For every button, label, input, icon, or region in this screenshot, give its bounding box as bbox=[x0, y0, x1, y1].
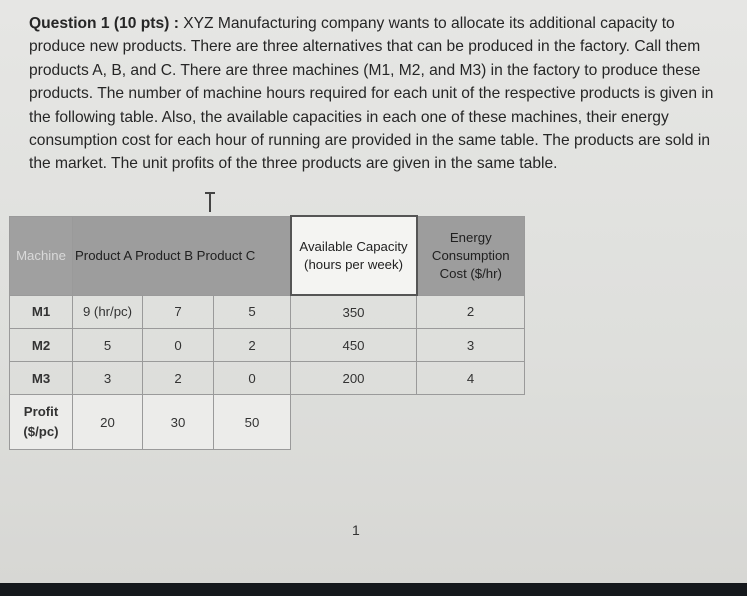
page-number: 1 bbox=[352, 522, 360, 538]
header-energy: Energy Consumption Cost ($/hr) bbox=[417, 216, 525, 295]
cell-product-c: 2 bbox=[214, 329, 291, 362]
cell-capacity: 450 bbox=[291, 329, 417, 362]
cell-profit-b: 30 bbox=[143, 395, 214, 450]
question-text bbox=[29, 12, 719, 176]
cell-energy: 3 bbox=[417, 329, 525, 362]
cell-machine: M2 bbox=[10, 329, 73, 362]
cell-product-c: 0 bbox=[214, 362, 291, 395]
question-body: XYZ Manufacturing company wants to allocate its additional capacity to produce new products. There are three alternatives that can be produced in the factory. Call them products A, B, and C. There are three machines (M1, M2, and M3) in the factory to produce these products. The number of machine hours required for each unit of the respective products is given in the following table. Also, the available capacities in each one of these machines, their energy consumption cost for each hour of running are provided in the same table. The products are sold in the market. The unit profits of the three products are given in the same table. bbox=[29, 15, 714, 173]
cell-energy: 4 bbox=[417, 362, 525, 395]
cell-product-b: 0 bbox=[143, 329, 214, 362]
table-header-row bbox=[10, 216, 525, 295]
cell-energy: 2 bbox=[417, 295, 525, 329]
cell-profit-label: Profit ($/pc) bbox=[10, 395, 73, 450]
cell-capacity: 200 bbox=[291, 362, 417, 395]
cell-machine: M1 bbox=[10, 295, 73, 329]
bottom-bar bbox=[0, 583, 747, 596]
machine-product-table bbox=[9, 215, 525, 450]
cell-blank bbox=[291, 395, 417, 450]
text-cursor-icon bbox=[205, 190, 215, 214]
header-products: Product A Product B Product C bbox=[73, 216, 291, 295]
cell-machine: M3 bbox=[10, 362, 73, 395]
table-row bbox=[10, 362, 525, 395]
table-row bbox=[10, 329, 525, 362]
cell-blank bbox=[417, 395, 525, 450]
header-machine: Machine bbox=[10, 216, 73, 295]
cell-profit-a: 20 bbox=[73, 395, 143, 450]
cell-product-a: 9 (hr/pc) bbox=[73, 295, 143, 329]
question-heading: Question 1 (10 pts) : bbox=[29, 15, 179, 32]
table-row-profit bbox=[10, 395, 525, 450]
cell-profit-c: 50 bbox=[214, 395, 291, 450]
cell-capacity: 350 bbox=[291, 295, 417, 329]
table-row bbox=[10, 295, 525, 329]
cell-product-b: 7 bbox=[143, 295, 214, 329]
cell-product-a: 5 bbox=[73, 329, 143, 362]
cell-product-a: 3 bbox=[73, 362, 143, 395]
cell-product-c: 5 bbox=[214, 295, 291, 329]
header-capacity: Available Capacity (hours per week) bbox=[291, 216, 417, 295]
cell-product-b: 2 bbox=[143, 362, 214, 395]
